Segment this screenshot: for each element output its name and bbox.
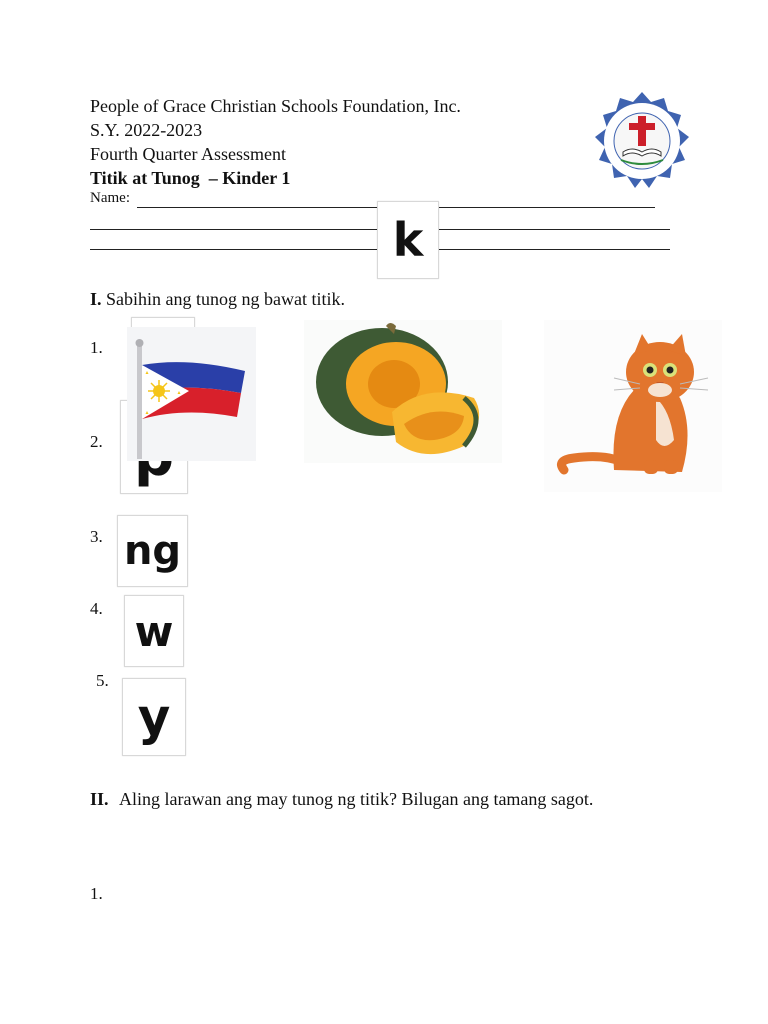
name-label: Name:	[90, 190, 130, 206]
letter-card-ng	[117, 515, 188, 587]
letter-ng: ng	[123, 528, 182, 574]
cat-picture	[544, 320, 722, 492]
section-1-heading	[90, 289, 345, 310]
letter-k: k	[392, 213, 424, 267]
philippine-flag-picture	[127, 327, 256, 461]
letter-y: y	[137, 688, 171, 746]
school-seal-logo	[591, 90, 693, 192]
school-year: S.Y. 2022-2023	[90, 120, 203, 140]
squash-picture	[304, 320, 502, 463]
item-number-2: 2.	[90, 432, 103, 451]
school-name: People of Grace Christian Schools Foundation, Inc.	[90, 96, 461, 116]
section-2-roman: II.	[90, 789, 109, 809]
item-number-1: 1.	[90, 338, 103, 357]
assessment-title: Fourth Quarter Assessment	[90, 144, 286, 164]
item-number-4: 4.	[90, 599, 103, 618]
letter-w: w	[134, 606, 174, 656]
section-1-instruction: Sabihin ang tunog ng bawat titik.	[106, 289, 345, 309]
section-2-item-number-1: 1.	[90, 884, 103, 903]
letter-card-w	[124, 595, 184, 667]
section-2-heading	[90, 789, 593, 810]
item-number-5: 5.	[96, 671, 109, 690]
subject-title: Titik at Tunog – Kinder 1	[90, 168, 291, 188]
section-1-roman: I.	[90, 289, 102, 309]
section-2-instruction: Aling larawan ang may tunog ng titik? Bilugan ang tamang sagot.	[119, 789, 594, 809]
letter-card-k	[377, 201, 439, 279]
item-number-3: 3.	[90, 527, 103, 546]
letter-card-y	[122, 678, 186, 756]
